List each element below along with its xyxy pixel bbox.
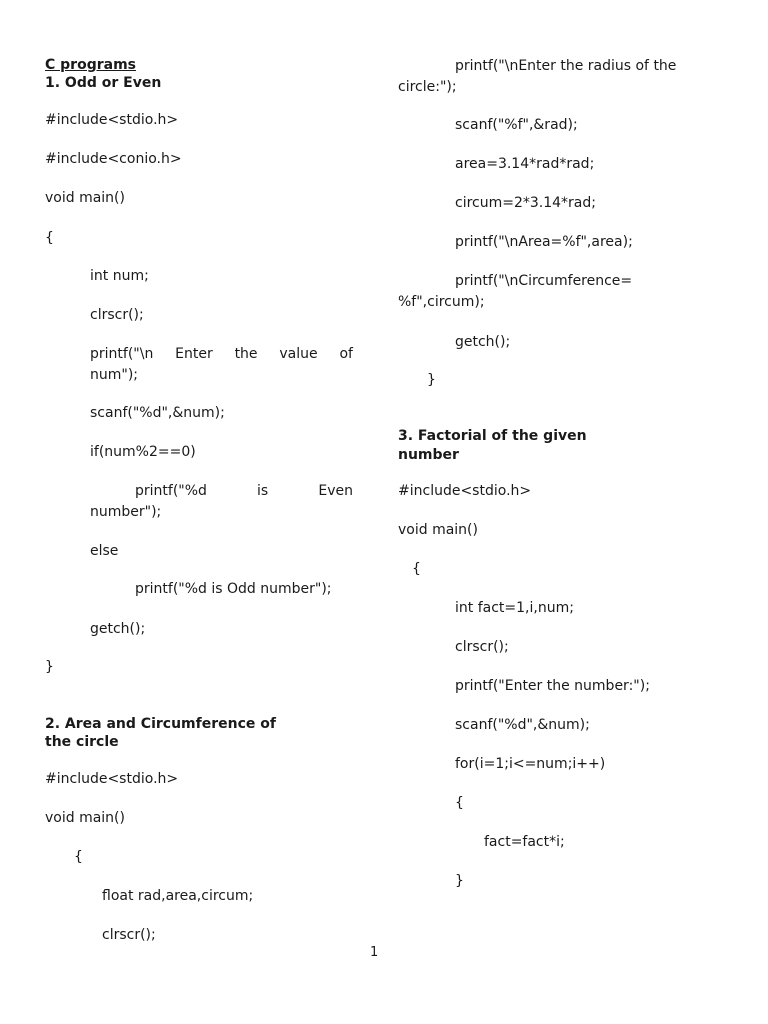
code-line: getch(); (455, 334, 511, 350)
code-line: #include<stdio.h> (398, 483, 532, 499)
code-line: { (45, 230, 54, 246)
code-line: scanf("%d",&num); (455, 717, 590, 733)
code-line: else (90, 543, 119, 559)
code-line-justified (90, 345, 353, 363)
code-line: #include<stdio.h> (45, 112, 179, 128)
code-line: } (455, 873, 464, 889)
code-line: circle:"); (398, 79, 457, 95)
code-line: printf("Enter the number:"); (455, 678, 650, 694)
program-2-heading-cont: the circle (45, 734, 119, 750)
code-line: getch(); (90, 621, 146, 637)
code-line: void main() (398, 522, 478, 538)
code-line: scanf("%d",&num); (90, 405, 225, 421)
code-line: printf("\nCircumference= (455, 273, 633, 289)
code-line: %f",circum); (398, 294, 485, 310)
program-3-heading-cont: number (398, 447, 459, 463)
justified-words (135, 482, 353, 500)
document-title: C programs (45, 57, 136, 73)
code-line: printf("%d is Odd number"); (135, 581, 332, 597)
code-line: clrscr(); (455, 639, 509, 655)
code-line: int num; (90, 268, 149, 284)
code-line: fact=fact*i; (484, 834, 565, 850)
code-line: if(num%2==0) (90, 444, 196, 460)
code-line: printf("\nEnter the radius of the (455, 58, 677, 74)
code-line: num"); (90, 367, 139, 383)
code-line: for(i=1;i<=num;i++) (455, 756, 606, 772)
code-line: } (427, 372, 436, 388)
code-word: Enter (175, 346, 213, 362)
code-line: #include<conio.h> (45, 151, 182, 167)
code-line: scanf("%f",&rad); (455, 117, 578, 133)
code-line: clrscr(); (90, 307, 144, 323)
code-line: printf("\nArea=%f",area); (455, 234, 633, 250)
code-line: circum=2*3.14*rad; (455, 195, 596, 211)
code-line: } (45, 659, 54, 675)
code-line: int fact=1,i,num; (455, 600, 574, 616)
code-word: printf("\n (90, 346, 154, 362)
code-word: of (339, 346, 353, 362)
program-1-heading: 1. Odd or Even (45, 75, 162, 91)
code-line: float rad,area,circum; (102, 888, 254, 904)
code-line: { (412, 561, 421, 577)
code-word: printf("%d (135, 483, 207, 499)
code-line: void main() (45, 810, 125, 826)
code-line: clrscr(); (102, 927, 156, 943)
code-line: { (74, 849, 83, 865)
code-line: void main() (45, 190, 125, 206)
page-number: 1 (370, 945, 379, 960)
code-word: Even (318, 483, 353, 499)
program-3-heading: 3. Factorial of the given (398, 428, 587, 444)
code-line: #include<stdio.h> (45, 771, 179, 787)
code-line: { (455, 795, 464, 811)
code-word: the (234, 346, 258, 362)
code-line: number"); (90, 504, 162, 520)
code-line: area=3.14*rad*rad; (455, 156, 595, 172)
justified-words (90, 345, 353, 363)
program-2-heading: 2. Area and Circumference of (45, 716, 276, 732)
code-word: value (279, 346, 318, 362)
code-line-justified (135, 482, 353, 500)
code-word: is (257, 483, 269, 499)
